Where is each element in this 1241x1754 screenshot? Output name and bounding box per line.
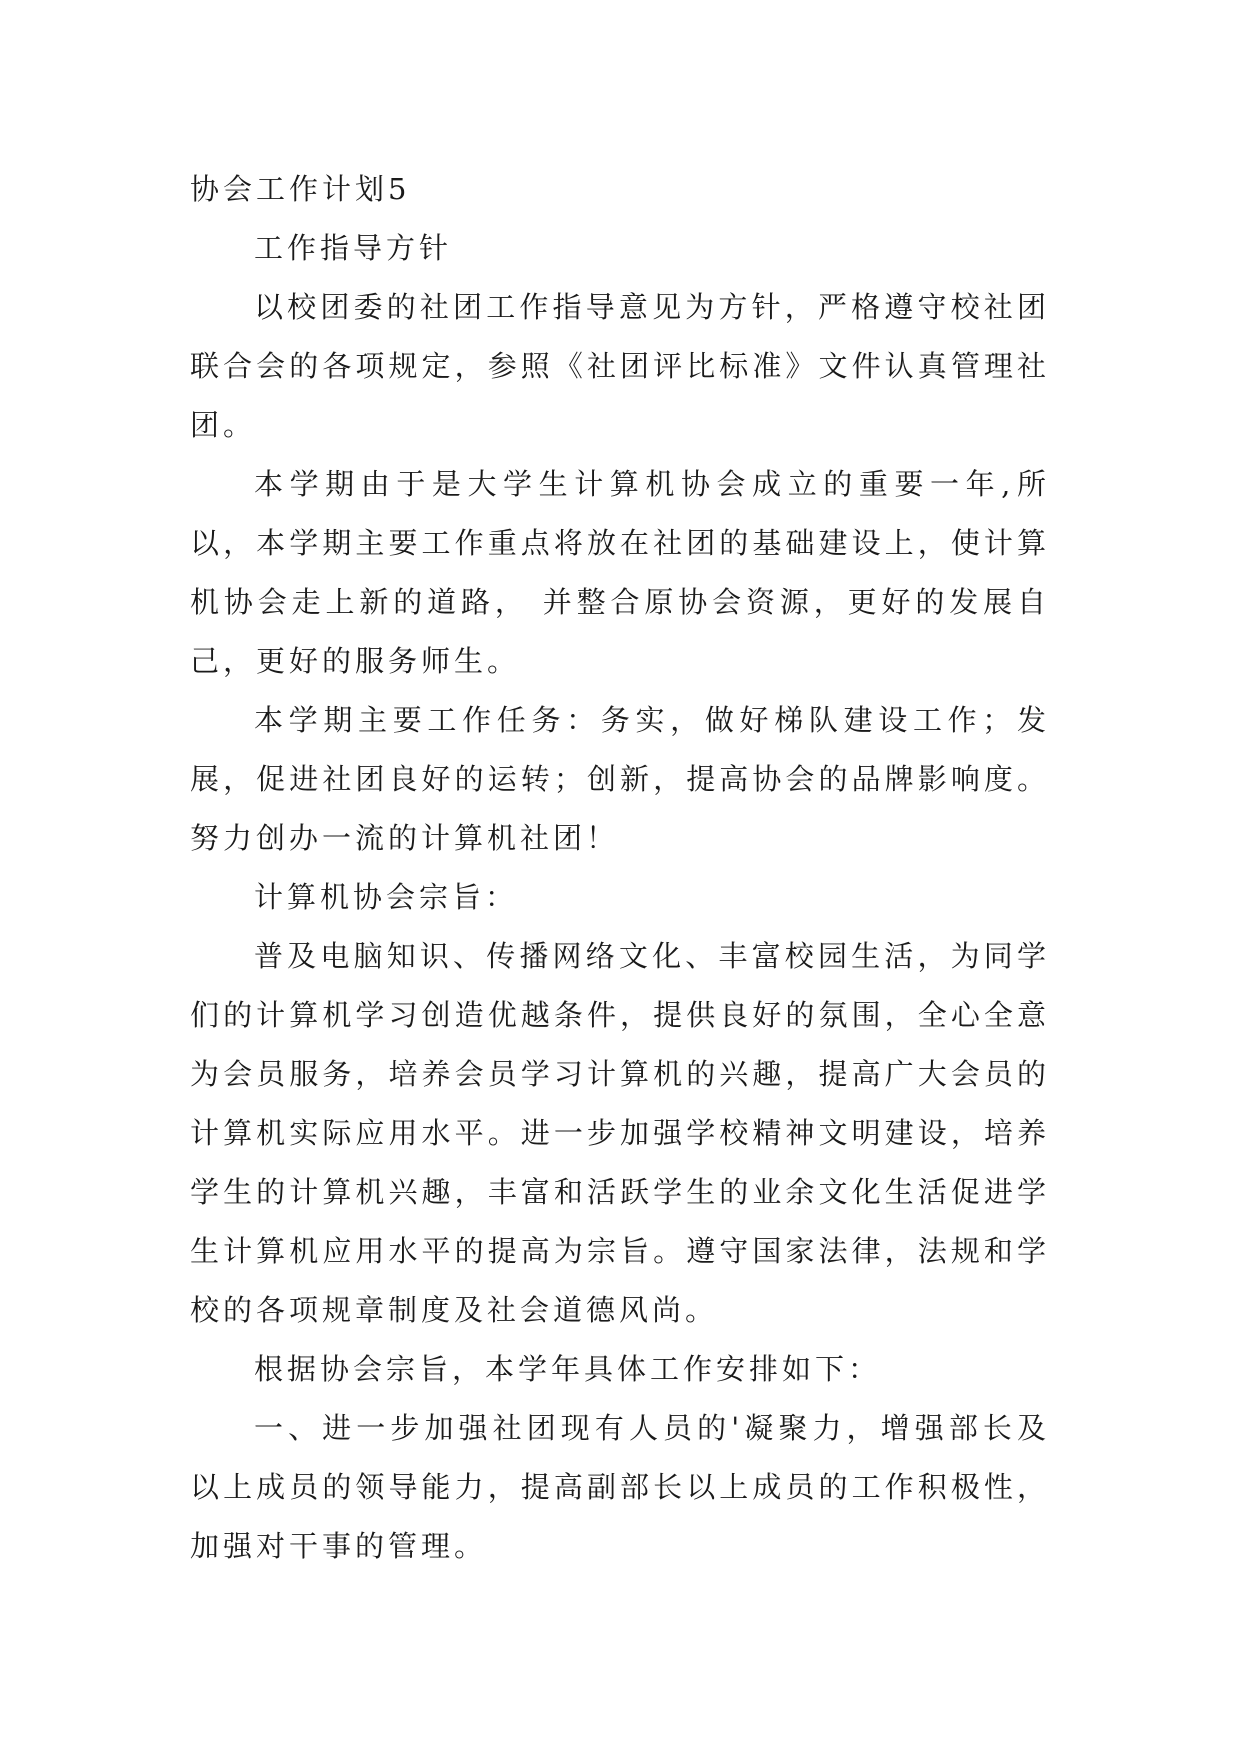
document-page [190,160,1050,1576]
paragraph-semester-focus: 本学期由于是大学生计算机协会成立的重要一年,所以，本学期主要工作重点将放在社团的基础建设上，使计算机协会走上新的道路， 并整合原协会资源，更好的发展自己，更好的服务师生。 [190,467,1050,678]
paragraph-guiding-principle: 以校团委的社团工作指导意见为方针，严格遵守校社团联合会的各项规定，参照《社团评比标准》文件认真管理社团。 [190,290,1050,442]
paragraph-purpose: 普及电脑知识、传播网络文化、丰富校园生活，为同学们的计算机学习创造优越条件，提供良好的氛围，全心全意为会员服务，培养会员学习计算机的兴趣，提高广大会员的计算机实际应用水平。进一步加强学校精神文明建设，培养学生的计算机兴趣，丰富和活跃学生的业余文化生活促进学生计算机应用水平的提高为宗旨。遵守国家法律，法规和学校的各项规章制度及社会道德风尚。 [190,939,1050,1327]
paragraph-guiding-principle-heading: 工作指导方针 [254,231,453,265]
paragraph-arrangement-intro: 根据协会宗旨，本学年具体工作安排如下： [254,1352,882,1386]
paragraph-purpose-heading: 计算机协会宗旨： [254,880,519,914]
paragraph-main-tasks: 本学期主要工作任务：务实，做好梯队建设工作；发展，促进社团良好的运转；创新，提高协会的品牌影响度。努力创办一流的计算机社团！ [190,703,1050,855]
paragraph-item-one: 一、进一步加强社团现有人员的'凝聚力，增强部长及以上成员的领导能力，提高副部长以上成员的工作积极性，加强对干事的管理。 [190,1411,1050,1563]
document-title: 协会工作计划5 [190,172,411,206]
